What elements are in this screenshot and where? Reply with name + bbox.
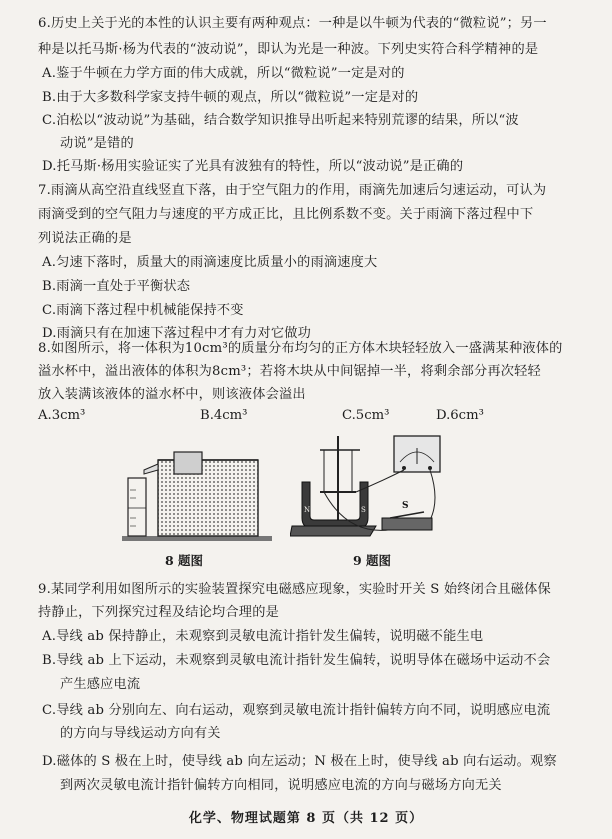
q8-choice-b: B.4cm³: [200, 408, 248, 423]
figure-8-caption: 8 题图: [165, 553, 204, 568]
q9-option-c-cont: 的方向与导线运动方向有关: [60, 726, 221, 741]
fig8-spout: [144, 464, 158, 474]
q7-option-c: C.雨滴下落过程中机械能保持不变: [42, 303, 244, 318]
q8-stem-line-2: 溢水杯中，溢出液体的体积为8cm³；若将木块从中间锯掉一半，将剩余部分再次轻轻: [38, 364, 541, 379]
q8-choice-d: D.6cm³: [436, 408, 484, 423]
q8-choices: [38, 408, 598, 428]
figure-9-caption: 9 题图: [353, 553, 392, 568]
figure-9-induction-apparatus: [290, 430, 460, 542]
page-footer: 化学、物理试题第 8 页（共 12 页）: [188, 811, 424, 826]
q6-option-b: B.由于大多数科学家支持牛顿的观点，所以“微粒说”一定是对的: [42, 90, 419, 105]
q7-option-a: A.匀速下落时，质量大的雨滴速度比质量小的雨滴速度大: [42, 255, 378, 270]
q7-option-b: B.雨滴一直处于平衡状态: [42, 279, 191, 294]
fig8-base: [122, 536, 272, 541]
q9-option-d: D.磁体的 S 极在上时，使导线 ab 向左运动；N 极在上时，使导线 ab 向右运动。观察: [42, 754, 557, 769]
q9-option-c: C.导线 ab 分别向左、向右运动，观察到灵敏电流计指针偏转方向不同，说明感应电流: [42, 703, 551, 718]
q9-option-a: A.导线 ab 保持静止，未观察到灵敏电流计指针发生偏转，说明磁不能生电: [42, 629, 484, 644]
q6-option-a: A.鉴于牛顿在力学方面的伟大成就，所以“微粒说”一定是对的: [42, 66, 405, 81]
fig9-switch-label: S: [402, 501, 409, 511]
q7-option-d: D.雨滴只有在加速下落过程中才有力对它做功: [42, 326, 312, 341]
q9-option-b-cont: 产生感应电流: [60, 677, 141, 692]
q7-stem-line-2: 雨滴受到的空气阻力与速度的平方成正比，且比例系数不变。关于雨滴下落过程中下: [38, 207, 534, 222]
fig9-pole-s: S: [361, 506, 366, 514]
q6-stem-line-2: 种是以托马斯·杨为代表的“波动说”，即认为光是一种波。下列史实符合科学精神的是: [38, 42, 539, 57]
fig8-cup: [158, 460, 258, 536]
q6-option-d: D.托马斯·杨用实验证实了光具有波独有的特性，所以“波动说”是正确的: [42, 159, 464, 174]
q6-stem-line-1: 6.历史上关于光的本性的认识主要有两种观点：一种是以牛顿为代表的“微粒说”；另一: [38, 16, 547, 31]
fig9-pole-n: N: [304, 506, 311, 514]
q9-stem-line-1: 9.某同学利用如图所示的实验装置探究电磁感应现象，实验时开关 S 始终闭合且磁体保: [38, 582, 551, 597]
q9-stem-line-2: 持静止，下列探究过程及结论均合理的是: [38, 605, 279, 620]
fig9-switch: [382, 518, 432, 530]
q9-option-d-cont: 到两次灵敏电流计指针偏转方向相同，说明感应电流的方向与磁场方向无关: [60, 778, 502, 793]
fig8-wood-cube: [174, 452, 202, 474]
fig8-measuring-cylinder: [128, 478, 146, 536]
q8-stem-line-1: 8.如图所示，将一体积为10cm³的质量分布均匀的正方体木块轻轻放入一盛满某种液体的: [38, 341, 563, 356]
fig9-u-magnet: [302, 482, 368, 528]
q7-stem-line-3: 列说法正确的是: [38, 231, 132, 246]
q8-choice-a: A.3cm³: [38, 408, 86, 423]
q6-option-c: C.泊松以“波动说”为基础，结合数学知识推导出听起来特别荒谬的结果，所以“波: [42, 113, 519, 128]
q7-stem-line-1: 7.雨滴从高空沿直线竖直下落，由于空气阻力的作用，雨滴先加速后匀速运动，可认为: [38, 183, 547, 198]
figure-8-overflow-cup: [120, 448, 280, 548]
q8-choice-c: C.5cm³: [342, 408, 390, 423]
q9-option-b: B.导线 ab 上下运动，未观察到灵敏电流计指针发生偏转，说明导体在磁场中运动不会: [42, 653, 551, 668]
q6-option-c-cont: 动说”是错的: [60, 136, 134, 151]
q8-stem-line-3: 放入装满该液体的溢水杯中，则该液体会溢出: [38, 387, 306, 402]
